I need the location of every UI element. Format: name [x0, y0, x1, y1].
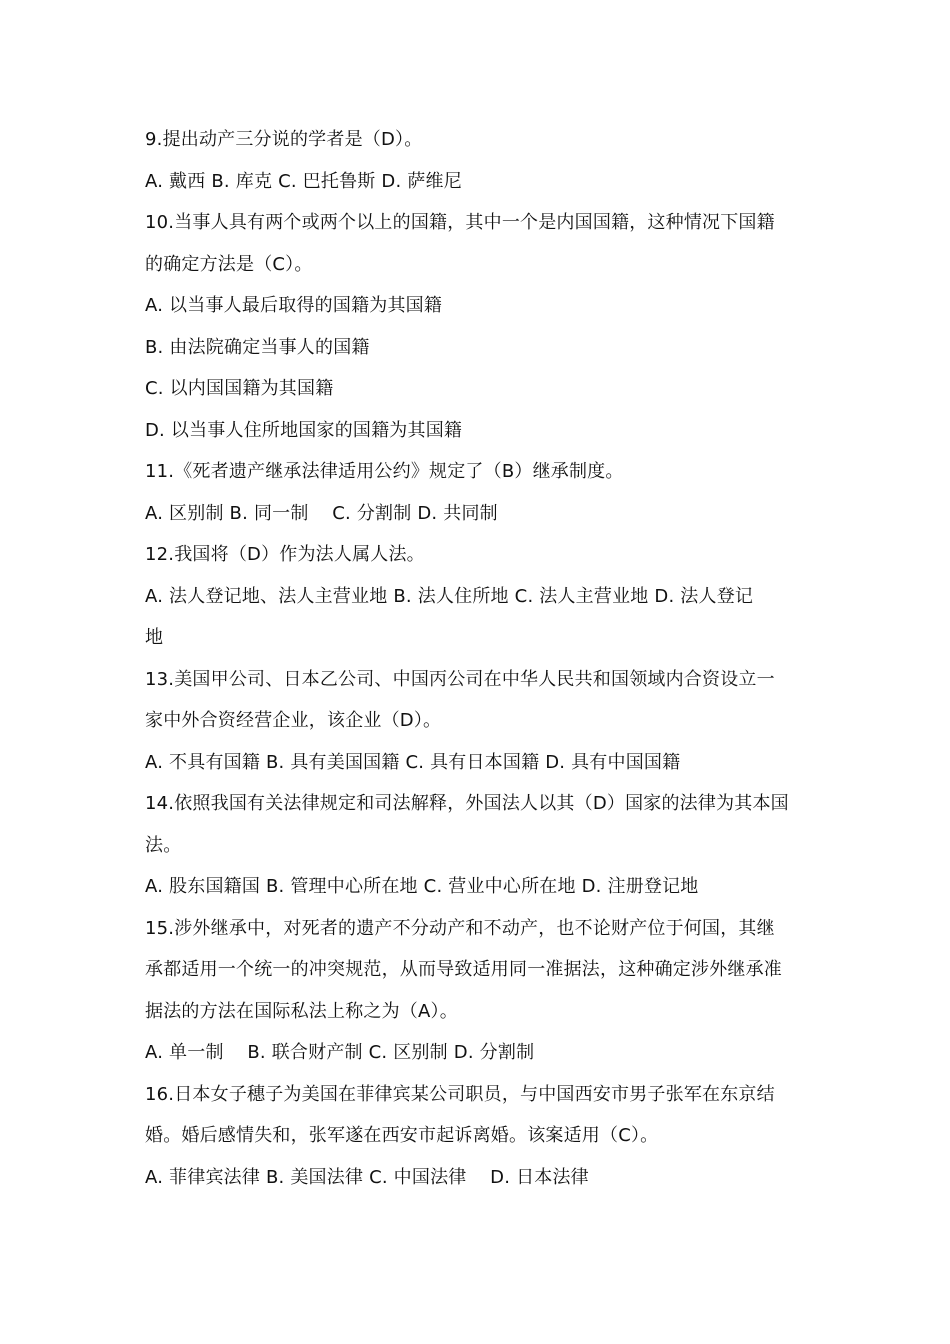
question-9-options: A. 戴西 B. 库克 C. 巴托鲁斯 D. 萨维尼: [145, 171, 462, 192]
question-10-option-c: C. 以内国国籍为其国籍: [145, 378, 334, 399]
question-11-text: 11.《死者遗产继承法律适用公约》规定了（B）继承制度。: [145, 461, 624, 482]
question-10-option-a: A. 以当事人最后取得的国籍为其国籍: [145, 295, 443, 316]
question-10-text-line-1: 10.当事人具有两个或两个以上的国籍，其中一个是内国国籍，这种情况下国籍: [145, 212, 775, 233]
question-13-text-line-2: 家中外合资经营企业，该企业（D）。: [145, 710, 442, 731]
question-16-text-line-1: 16.日本女子穗子为美国在菲律宾某公司职员，与中国西安市男子张军在东京结: [145, 1084, 775, 1105]
question-16-options: A. 菲律宾法律 B. 美国法律 C. 中国法律 D. 日本法律: [145, 1167, 589, 1188]
question-13-text-line-1: 13.美国甲公司、日本乙公司、中国丙公司在中华人民共和国领域内合资设立一: [145, 669, 775, 690]
question-14-options: A. 股东国籍国 B. 管理中心所在地 C. 营业中心所在地 D. 注册登记地: [145, 876, 699, 897]
question-10-text-line-2: 的确定方法是（C）。: [145, 254, 313, 275]
question-14-text-line-1: 14.依照我国有关法律规定和司法解释，外国法人以其（D）国家的法律为其本国: [145, 793, 789, 814]
question-15-text-line-2: 承都适用一个统一的冲突规范，从而导致适用同一准据法，这种确定涉外继承准: [145, 959, 782, 980]
question-13-options: A. 不具有国籍 B. 具有美国国籍 C. 具有日本国籍 D. 具有中国国籍: [145, 752, 681, 773]
question-12-options-line-2: 地: [145, 627, 164, 648]
question-12-text: 12.我国将（D）作为法人属人法。: [145, 544, 425, 565]
question-16-text-line-2: 婚。婚后感情失和，张军遂在西安市起诉离婚。该案适用（C）。: [145, 1125, 659, 1146]
question-10-option-d: D. 以当事人住所地国家的国籍为其国籍: [145, 420, 463, 441]
question-12-options-line-1: A. 法人登记地、法人主营业地 B. 法人住所地 C. 法人主营业地 D. 法人登记: [145, 586, 754, 607]
question-15-text-line-3: 据法的方法在国际私法上称之为（A）。: [145, 1001, 458, 1022]
question-14-text-line-2: 法。: [145, 835, 182, 856]
question-15-text-line-1: 15.涉外继承中，对死者的遗产不分动产和不动产，也不论财产位于何国，其继: [145, 918, 775, 939]
question-11-options: A. 区别制 B. 同一制 C. 分割制 D. 共同制: [145, 503, 498, 524]
question-15-options: A. 单一制 B. 联合财产制 C. 区别制 D. 分割制: [145, 1042, 535, 1063]
question-10-option-b: B. 由法院确定当事人的国籍: [145, 337, 370, 358]
question-9-text: 9.提出动产三分说的学者是（D）。: [145, 129, 423, 150]
